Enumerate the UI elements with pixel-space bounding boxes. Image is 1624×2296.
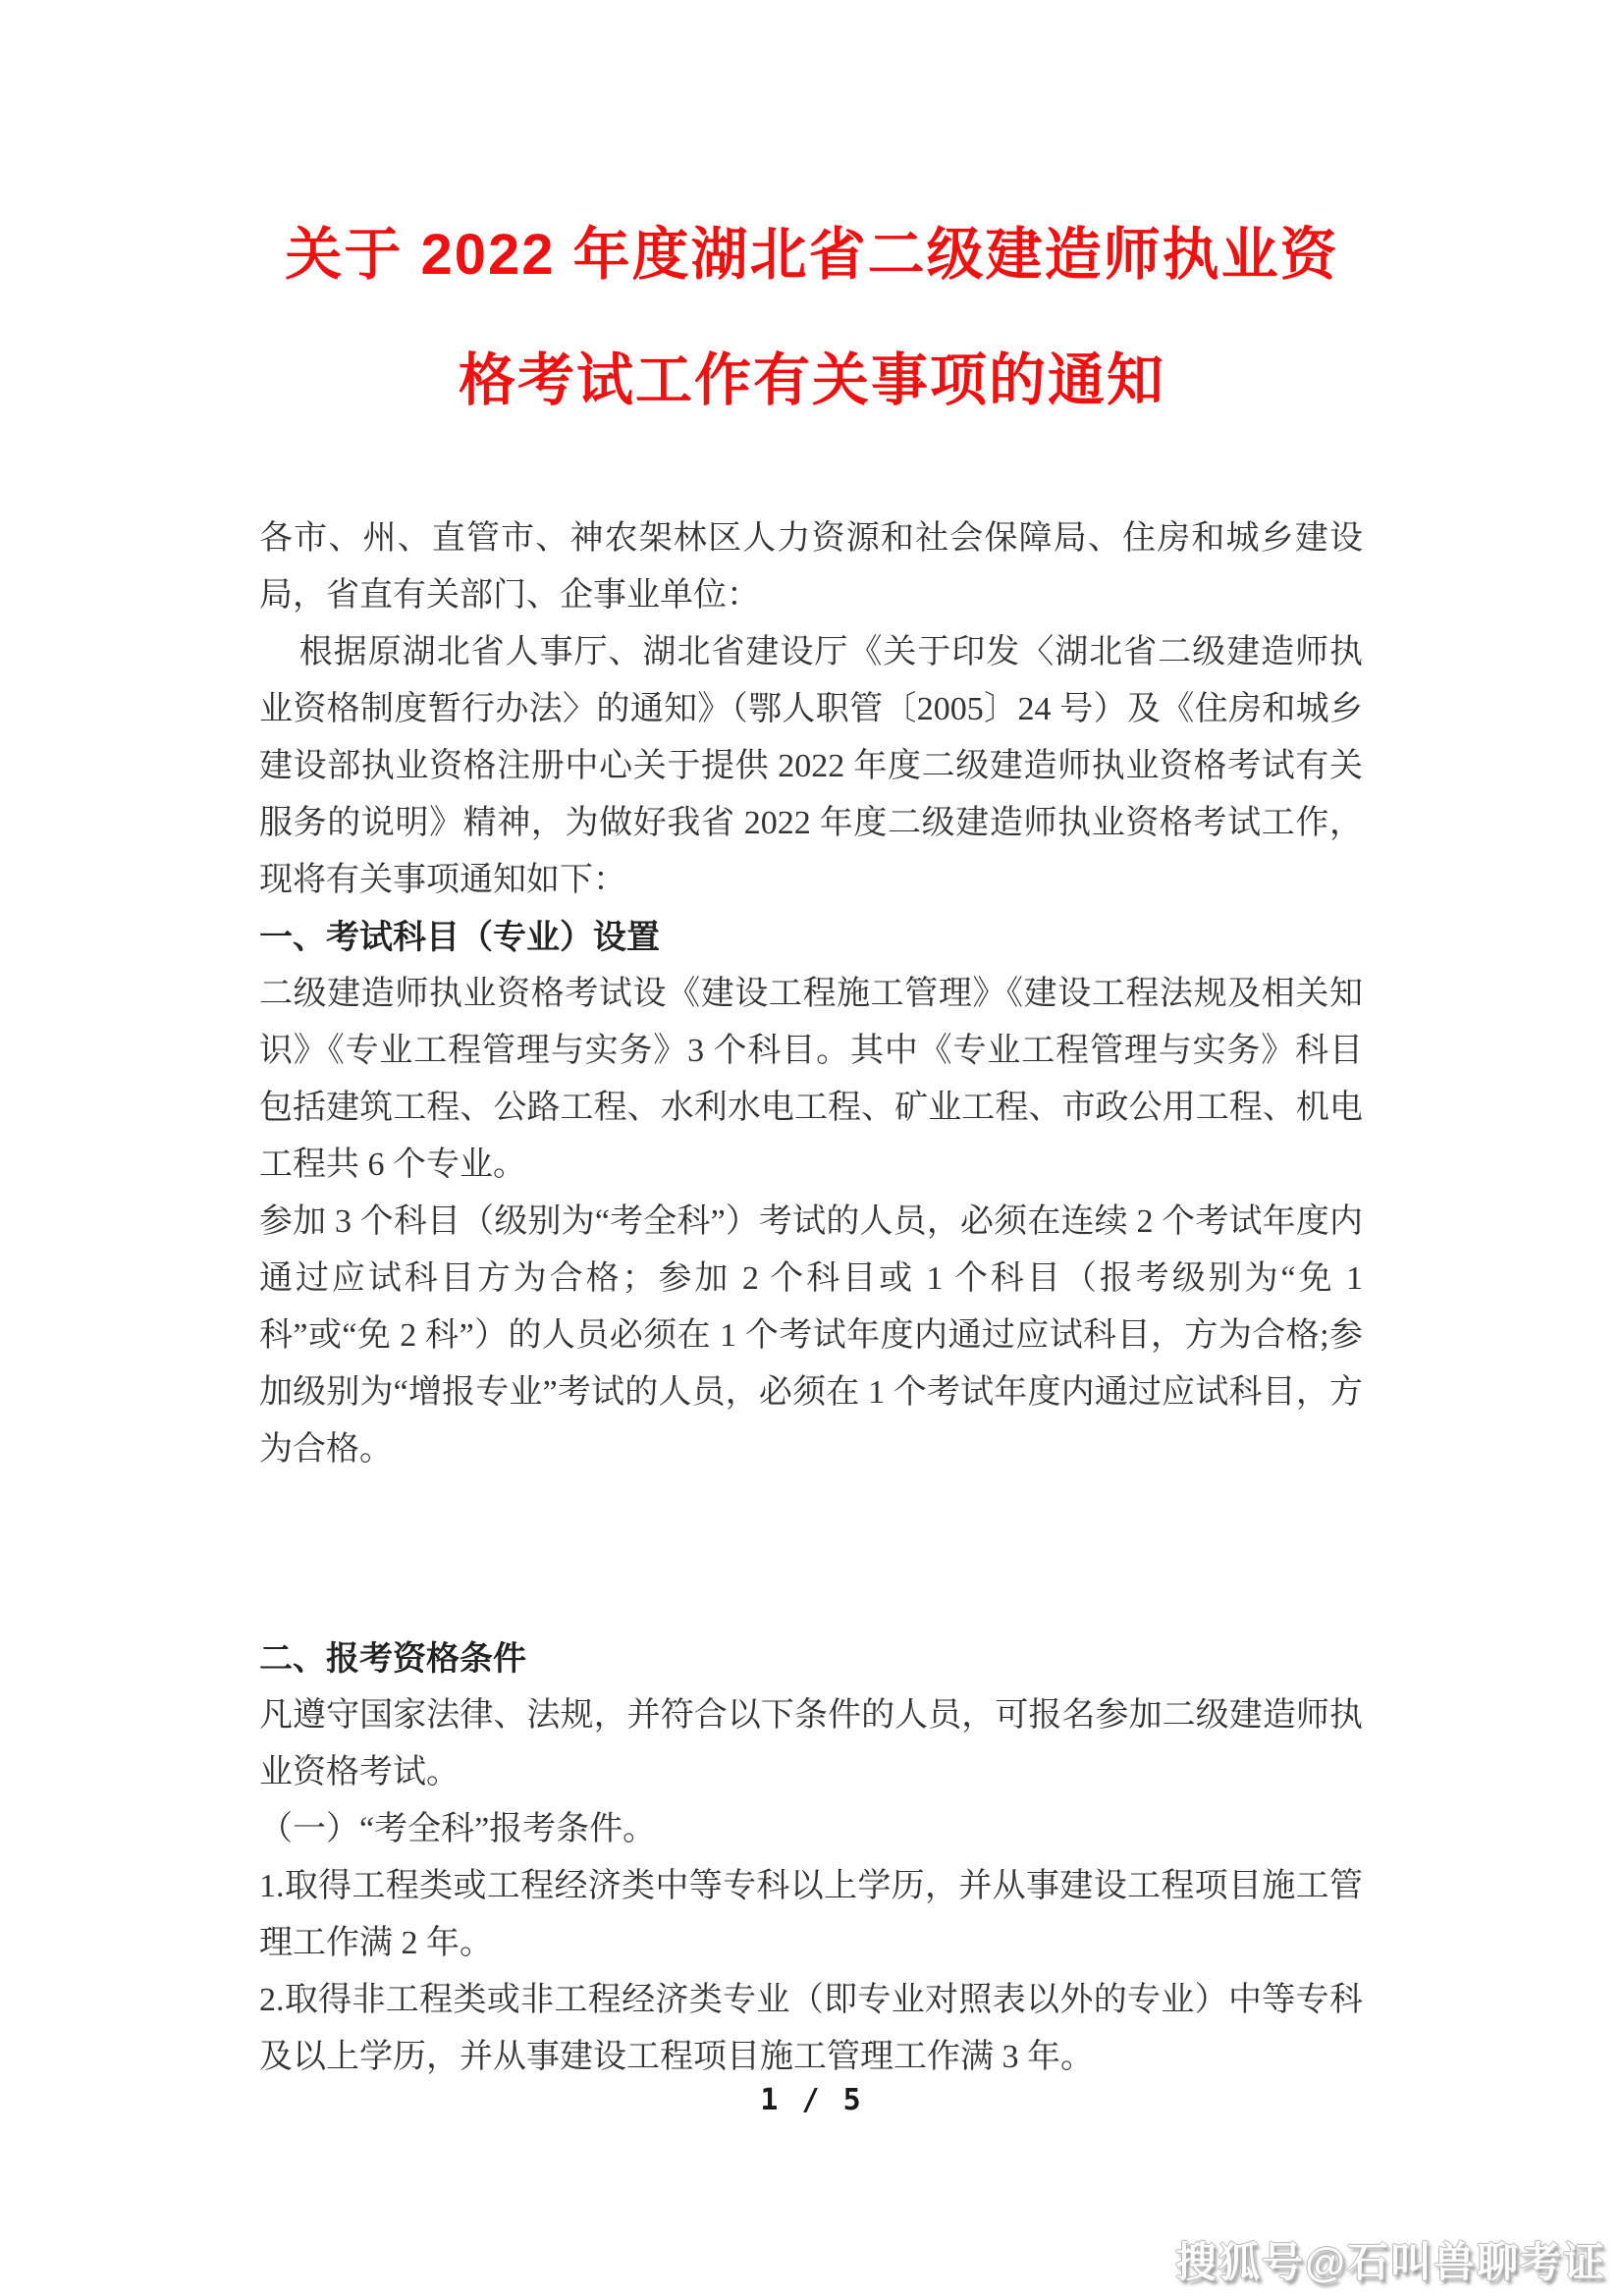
intro-paragraph: 根据原湖北省人事厅、湖北省建设厅《关于印发〈湖北省二级建造师执业资格制度暂行办法〉的通知》（鄂人职管〔2005〕24 号）及《住房和城乡建设部执业资格注册中心关于提供 2022 年度二级建造师执业资格考试有关服务的说明》精神，为做好我省 2022 年度二级建造师执业资格考试工作，现将有关事项通知如下： — [259, 634, 1363, 898]
section-2-condition-item-1: 1.取得工程类或工程经济类中等专科以上学历，并从事建设工程项目施工管理工作满 2 年。 — [259, 1868, 1363, 1961]
section-2-heading: 二、报考资格条件 — [259, 1640, 526, 1678]
section-1-heading: 一、考试科目（专业）设置 — [259, 919, 660, 956]
document-body — [259, 510, 1363, 2086]
page-number: 1 / 5 — [760, 2083, 864, 2117]
document-title-line2: 格考试工作有关事项的通知 — [458, 348, 1165, 412]
section-2-paragraph-eligibility: 凡遵守国家法律、法规，并符合以下条件的人员，可报名参加二级建造师执业资格考试。 — [259, 1697, 1363, 1790]
salutation-paragraph: 各市、州、直管市、神农架林区人力资源和社会保障局、住房和城乡建设局，省直有关部门、企事业单位： — [259, 520, 1363, 614]
sohu-watermark: 搜狐号@石叫兽聊考证 — [1175, 2239, 1606, 2285]
section-1-paragraph-subjects: 二级建造师执业资格考试设《建设工程施工管理》《建设工程法规及相关知识》《专业工程管理与实务》3 个科目。其中《专业工程管理与实务》科目包括建筑工程、公路工程、水利水电工程、矿业工程、市政公用工程、机电工程共 6 个专业。 — [259, 976, 1363, 1183]
section-2-subheading-full-exam: （一）“考全科”报考条件。 — [259, 1811, 657, 1847]
section-1-paragraph-passing-rules: 参加 3 个科目（级别为“考全科”）考试的人员，必须在连续 2 个考试年度内通过应试科目方为合格；参加 2 个科目或 1 个科目（报考级别为“免 1 科”或“免 2 科”）的人员必须在 1 个考试年度内通过应试科目，方为合格;参加级别为“增报专业”考试的人员，必须在 1 个考试年度内通过应试科目，方为合格。 — [259, 1203, 1363, 1468]
document-title — [137, 192, 1487, 444]
section-2-condition-item-2: 2.取得非工程类或非工程经济类专业（即专业对照表以外的专业）中等专科及以上学历，并从事建设工程项目施工管理工作满 3 年。 — [259, 1982, 1363, 2075]
document-title-line1: 关于 2022 年度湖北省二级建造师执业资 — [285, 223, 1339, 287]
